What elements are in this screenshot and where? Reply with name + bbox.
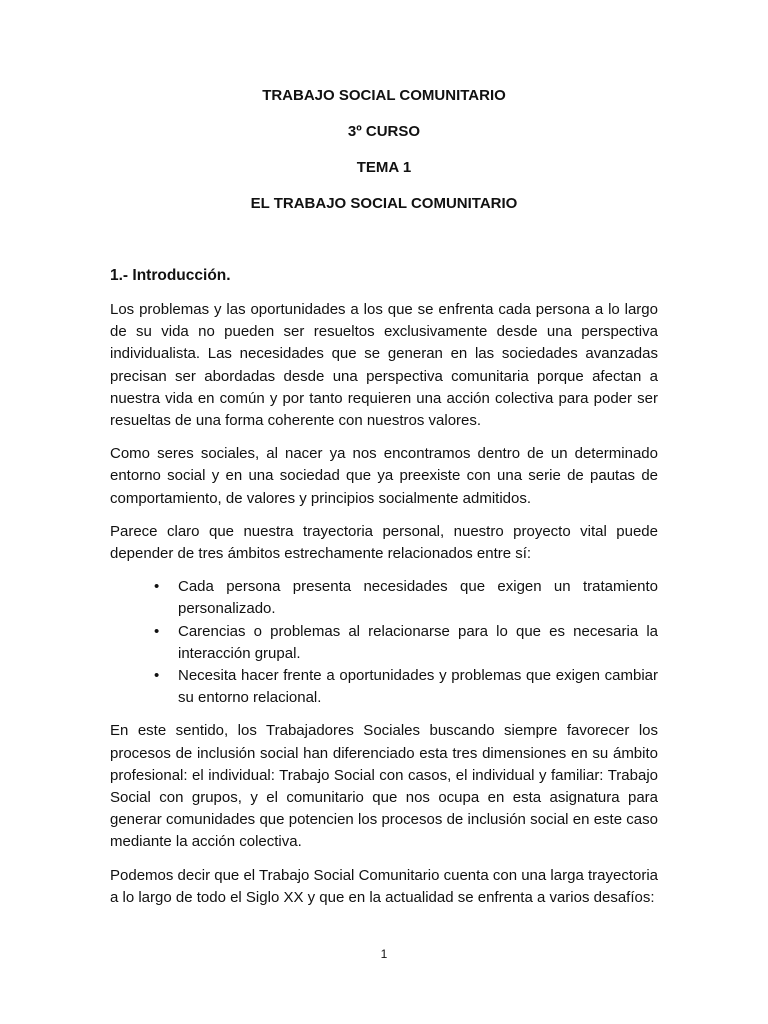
document-header [110,86,658,230]
list-item-text: Cada persona presenta necesidades que exigen un tratamiento personalizado. [178,578,658,618]
list-item [110,621,658,665]
list-item-text: Necesita hacer frente a oportunidades y problemas que exigen cambiar su entorno relacional. [178,667,658,707]
paragraph: Podemos decir que el Trabajo Social Comunitario cuenta con una larga trayectoria a lo largo de todo el Siglo XX y que en la actualidad se enfrenta a varios desafíos: [110,866,658,906]
section-heading: 1.- Introducción. [110,267,231,284]
bullet-icon: • [154,667,160,685]
document-body [110,299,658,920]
document-subtitle: EL TRABAJO SOCIAL COMUNITARIO [250,195,518,212]
course-label: 3º CURSO [347,123,421,140]
paragraph: Parece claro que nuestra trayectoria personal, nuestro proyecto vital puede depender de tres ámbitos estrechamente relacionados entre sí: [110,522,658,563]
list-item-text: Carencias o problemas al relacionarse para lo que es necesaria la interacción grupal. [178,622,658,662]
bullet-icon: • [154,578,160,596]
bullet-icon: • [154,622,160,640]
page-number: 1 [380,947,388,961]
topic-label: TEMA 1 [356,159,412,176]
list-item [110,576,658,620]
paragraph: En este sentido, los Trabajadores Sociales buscando siempre favorecer los procesos de inclusión social han diferenciado esta tres dimensiones en su ámbito profesional: el individual: Trabajo Social con casos, el individual y familiar: Trabajo Social con grupos, y el comunitario que nos ocupa en esta asignatura para generar comunidades que potencien los procesos de inclusión social en este caso mediante la acción colectiva. [110,722,658,851]
paragraph: Los problemas y las oportunidades a los que se enfrenta cada persona a lo largo de su vida no pueden ser resueltos exclusivamente desde una perspectiva individualista. Las necesidades que se generan en las sociedades avanzadas precisan ser abordadas desde una perspectiva comunitaria porque afectan a nuestra vida en común y por tanto requieren una acción colectiva para poder ser resueltas de una forma coherente con nuestros valores. [110,301,658,430]
paragraph: Como seres sociales, al nacer ya nos encontramos dentro de un determinado entorno social y en una sociedad que ya preexiste con una serie de pautas de comportamiento, de valores y principios socialmente admitidos. [110,445,658,507]
bullet-list [110,576,658,709]
list-item [110,665,658,709]
document-page [110,0,658,1024]
document-title: TRABAJO SOCIAL COMUNITARIO [262,87,506,104]
